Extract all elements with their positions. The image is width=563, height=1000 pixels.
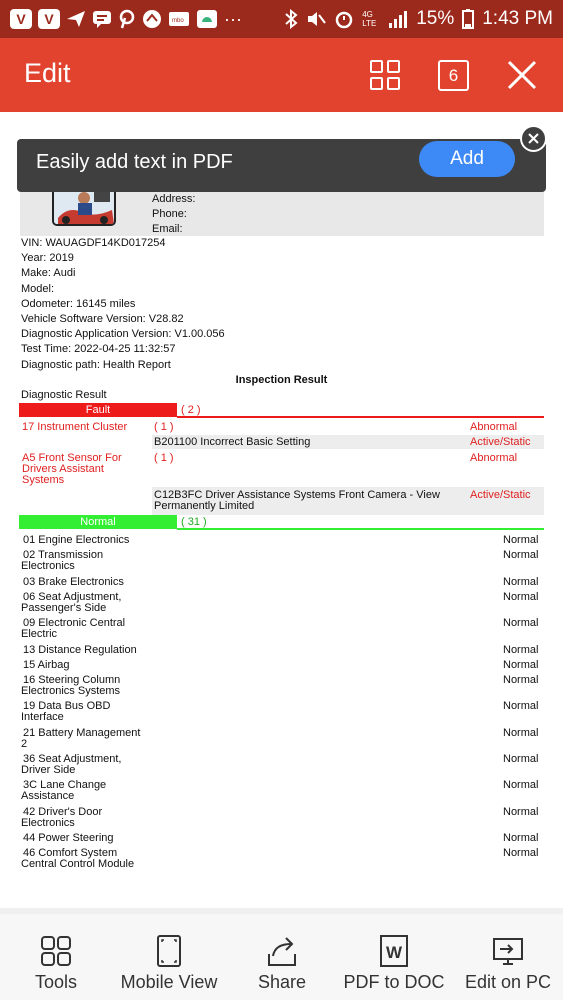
vehicle-info-line: Odometer: 16145 miles	[21, 297, 136, 310]
bottom-toolbar	[0, 914, 563, 1000]
normal-module-name: Electronics	[21, 816, 75, 829]
normal-module-name: Central Control Module	[21, 858, 135, 871]
fault-code-status: Active/Static	[470, 489, 531, 501]
vehicle-info	[21, 236, 225, 373]
thumbnail-grid-icon[interactable]	[370, 60, 400, 90]
normal-module-name: Electronics	[21, 560, 75, 573]
app-bar	[0, 38, 563, 112]
network-type: 4G LTE	[362, 10, 377, 28]
svg-text:mbo: mbo	[172, 18, 184, 24]
fault-module-name: Systems	[22, 474, 65, 486]
message-icon	[92, 9, 112, 29]
normal-module-status: Normal	[503, 726, 539, 739]
vehicle-info-line: Make: Audi	[21, 267, 76, 280]
contact-line: Email:	[152, 223, 183, 235]
page-title: Edit	[24, 58, 71, 88]
fault-code-status: Active/Static	[470, 436, 531, 448]
tools-label: Tools	[34, 972, 78, 992]
normal-bar: Normal	[19, 515, 177, 529]
pdf-document[interactable]	[0, 112, 563, 914]
fault-count: ( 2 )	[181, 404, 201, 416]
normal-module-name: 02 Transmission	[23, 549, 104, 562]
normal-module-status: Normal	[503, 753, 539, 765]
normal-module-status: Normal	[503, 779, 539, 792]
normal-module-name: Interface	[21, 711, 64, 724]
diagnostic-result-label: Diagnostic Result	[21, 389, 107, 401]
tools-grid-icon	[39, 934, 73, 968]
edit-on-pc-icon	[491, 934, 525, 968]
battery-percent: 15%	[416, 8, 455, 29]
mobile-view-button[interactable]	[112, 914, 226, 1000]
normal-module-name: 3C Lane Change	[23, 779, 107, 792]
normal-module-name: 09 Electronic Central	[23, 617, 126, 630]
normal-module-name: 03 Brake Electronics	[23, 575, 124, 588]
alarm-icon	[334, 9, 354, 29]
page-count-button[interactable]: 6	[438, 60, 469, 91]
pdf-to-doc-button[interactable]	[338, 914, 450, 1000]
edit-on-pc-button[interactable]	[456, 914, 560, 1000]
normal-module-name: Passenger's Side	[21, 601, 107, 614]
normal-divider	[177, 528, 544, 530]
normal-module-name: 06 Seat Adjustment,	[23, 590, 122, 603]
mute-icon	[306, 9, 326, 29]
normal-module-status: Normal	[503, 590, 539, 603]
svg-text:W: W	[385, 943, 403, 962]
notification-icons	[10, 9, 242, 30]
normal-module-name: 2	[21, 737, 28, 750]
fault-module-count: ( 1 )	[154, 421, 174, 433]
pinterest-icon	[118, 9, 136, 29]
fault-code-text: B201100 Incorrect Basic Setting	[154, 436, 311, 448]
normal-module-status: Normal	[503, 674, 539, 687]
signal-icon	[388, 10, 408, 28]
normal-module-name: Electronics Systems	[21, 685, 121, 698]
normal-module-status: Normal	[503, 617, 539, 630]
normal-module-status: Normal	[503, 805, 539, 818]
normal-module-name: Driver Side	[21, 764, 76, 776]
clock: 1:43 PM	[482, 8, 553, 29]
normal-module-name: 15 Airbag	[23, 658, 70, 671]
tooltip-close-icon[interactable]	[520, 125, 547, 152]
normal-module-name: Assistance	[21, 790, 75, 803]
more-dots-icon: ···	[224, 8, 242, 29]
contact-line: Address:	[152, 193, 196, 205]
fault-bar: Fault	[19, 403, 177, 417]
normal-module-name: 13 Distance Regulation	[23, 643, 137, 656]
fault-module-status: Abnormal	[470, 452, 518, 464]
fault-module-status: Abnormal	[470, 421, 518, 433]
fault-module-count: ( 1 )	[154, 452, 174, 464]
mbo-app-icon	[168, 10, 190, 28]
normal-module-name: 01 Engine Electronics	[23, 534, 130, 546]
vehicle-info-line: VIN: WAUAGDF14KD017254	[21, 237, 166, 249]
share-label: Share	[257, 972, 307, 992]
contact-line: Phone:	[152, 208, 187, 220]
android-icon	[196, 9, 218, 29]
share-icon	[265, 934, 299, 968]
normal-module-name: 16 Steering Column	[23, 674, 121, 687]
add-button[interactable]: Add	[419, 141, 515, 177]
vehicle-info-line: Year: 2019	[21, 252, 74, 265]
edit-on-pc-label: Edit on PC	[464, 972, 552, 992]
contact-info	[152, 192, 195, 237]
normal-module-status: Normal	[503, 534, 539, 546]
mobile-view-icon	[152, 934, 186, 968]
word-doc-icon	[377, 934, 411, 968]
vehicle-info-line: Model:	[21, 282, 55, 295]
wifi-hotspot-icon	[142, 9, 162, 29]
fault-module-name: 17 Instrument Cluster	[22, 421, 128, 433]
fault-divider	[177, 416, 544, 418]
normal-module-name: 19 Data Bus OBD	[23, 700, 111, 713]
normal-module-status: Normal	[503, 831, 539, 844]
vehicle-info-line: Diagnostic Application Version: V1.00.056	[21, 328, 225, 341]
pdf-to-doc-label: PDF to DOC	[343, 972, 445, 992]
normal-module-status: Normal	[503, 549, 539, 562]
v-icon: V	[38, 9, 60, 29]
normal-module-name: 21 Battery Management	[23, 726, 141, 739]
fault-module-name: Drivers Assistant	[22, 463, 104, 475]
normal-module-status: Normal	[503, 575, 539, 588]
status-bar	[0, 0, 563, 38]
normal-module-status: Normal	[503, 643, 539, 656]
vehicle-info-line: Diagnostic path: Health Report	[21, 358, 171, 371]
normal-module-status: Normal	[503, 700, 539, 713]
mobile-view-label: Mobile View	[120, 972, 218, 992]
fault-code-text: C12B3FC Driver Assistance Systems Front Camera - View	[154, 489, 440, 501]
tooltip-text: Easily add text in PDF	[36, 151, 233, 173]
tools-button[interactable]	[4, 914, 108, 1000]
bluetooth-icon	[284, 9, 298, 29]
normal-module-name: 42 Driver's Door	[23, 805, 103, 818]
normal-module-name: 44 Power Steering	[23, 831, 114, 844]
v-icon: V	[10, 9, 32, 29]
normal-count: ( 31 )	[181, 516, 207, 528]
fault-module-name: A5 Front Sensor For	[22, 452, 122, 464]
fault-code-text: Permanently Limited	[154, 500, 255, 512]
normal-module-status: Normal	[503, 658, 539, 671]
vehicle-info-line: Vehicle Software Version: V28.82	[21, 313, 184, 326]
add-text-tooltip	[17, 139, 546, 192]
normal-module-status: Normal	[503, 847, 539, 860]
inspection-title: Inspection Result	[235, 374, 328, 386]
share-button[interactable]	[230, 914, 334, 1000]
normal-module-name: Electric	[21, 628, 58, 641]
battery-icon	[462, 9, 474, 29]
normal-module-name: 46 Comfort System	[23, 847, 118, 860]
vehicle-info-line: Test Time: 2022-04-25 11:32:57	[21, 343, 176, 356]
close-icon[interactable]	[505, 58, 539, 92]
normal-module-name: 36 Seat Adjustment,	[23, 753, 122, 765]
send-icon	[66, 10, 86, 28]
